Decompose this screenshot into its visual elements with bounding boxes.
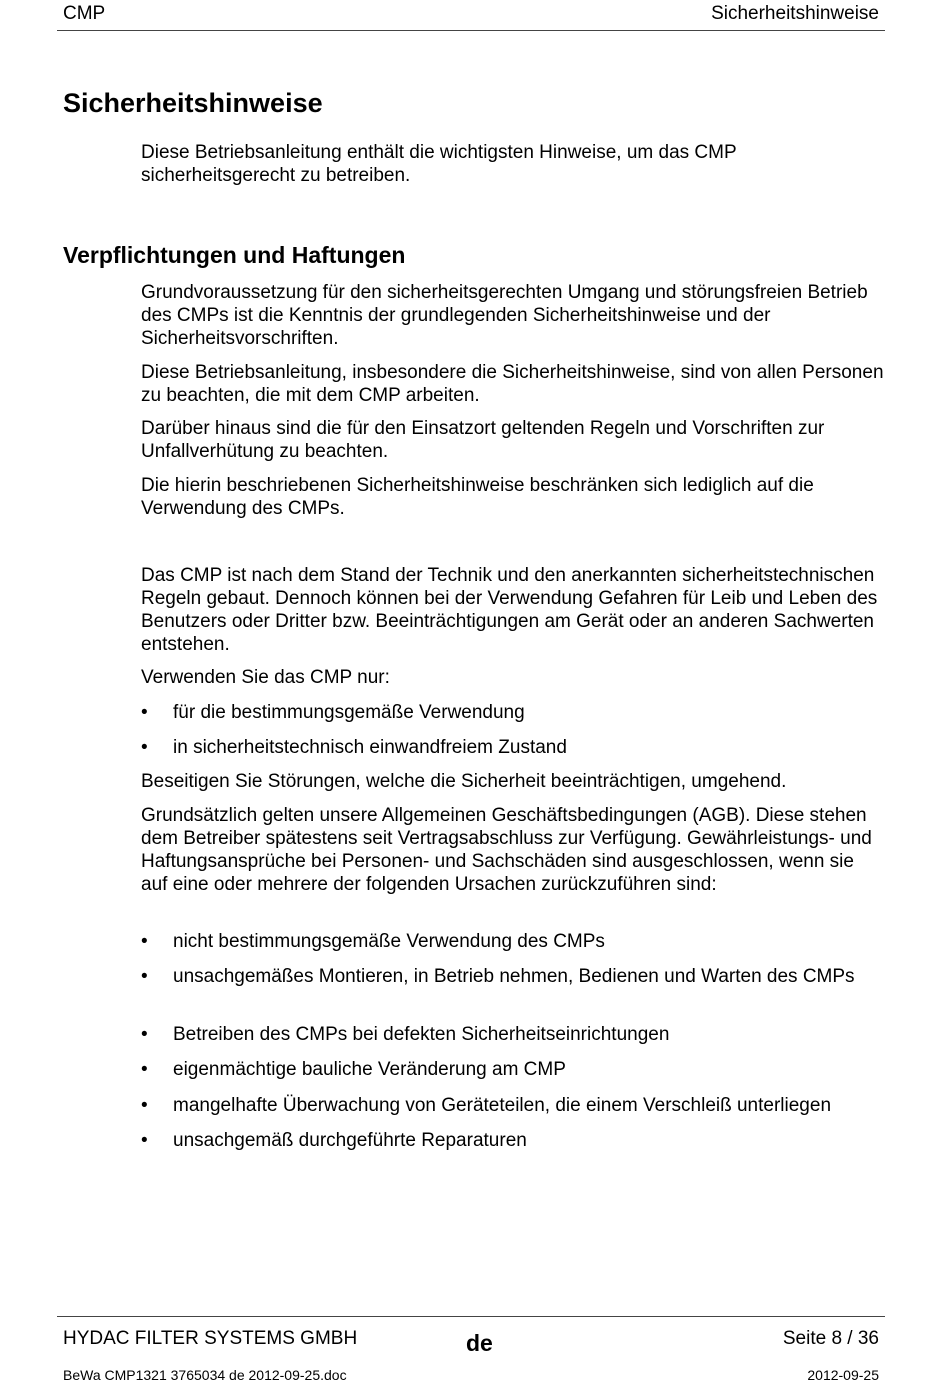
list-item [141, 965, 885, 988]
footer-date: 2012-09-25 [807, 1367, 879, 1383]
list-item [141, 1094, 885, 1117]
list-item [141, 701, 885, 724]
footer-company: HYDAC FILTER SYSTEMS GMBH [63, 1328, 358, 1349]
paragraph-5: Das CMP ist nach dem Stand der Technik und den anerkannten sicherheitstechnischen Regeln gebaut. Dennoch können bei der Verwendung Gefahren für Leib und Leben des Benutzers oder Dritter bzw. Beeinträchtigungen am Gerät oder an anderen Sachwerten entstehen. [141, 565, 878, 655]
bullet-icon: • [141, 1024, 148, 1045]
bullet-icon: • [141, 1059, 148, 1080]
bullet-icon: • [141, 1130, 148, 1151]
paragraph-1: Grundvoraussetzung für den sicherheitsgerechten Umgang und störungsfreien Betrieb des CMPs ist die Kenntnis der grundlegenden Sicherheitshinweise und der Sicherheitsvorschriften. [141, 282, 868, 349]
paragraph-4: Die hierin beschriebenen Sicherheitshinweise beschränken sich lediglich auf die Verwendung des CMPs. [141, 475, 814, 519]
list-item-text: unsachgemäßes Montieren, in Betrieb nehmen, Bedienen und Warten des CMPs [173, 966, 855, 987]
paragraph-3: Darüber hinaus sind die für den Einsatzort geltenden Regeln und Vorschriften zur Unfallverhütung zu beachten. [141, 418, 825, 462]
bullet-icon: • [141, 931, 148, 952]
list-item-text: für die bestimmungsgemäße Verwendung [173, 702, 525, 723]
bullet-icon: • [141, 1095, 148, 1116]
list-item-text: in sicherheitstechnisch einwandfreiem Zustand [173, 737, 567, 758]
footer-page-number: Seite 8 / 36 [782, 1328, 879, 1349]
paragraph-6: Verwenden Sie das CMP nur: [141, 667, 390, 688]
paragraph-7: Beseitigen Sie Störungen, welche die Sicherheit beeinträchtigen, umgehend. [141, 771, 787, 792]
bullet-icon: • [141, 702, 148, 723]
list-item [141, 930, 885, 953]
list-item [141, 1023, 885, 1046]
header-product: CMP [63, 3, 106, 24]
list-item-text: nicht bestimmungsgemäße Verwendung des CMPs [173, 931, 605, 952]
list-item-text: Betreiben des CMPs bei defekten Sicherheitseinrichtungen [173, 1024, 670, 1045]
list-item-text: eigenmächtige bauliche Veränderung am CMP [173, 1059, 566, 1080]
footer-document-name: BeWa CMP1321 3765034 de 2012-09-25.doc [63, 1367, 347, 1383]
header-chapter: Sicherheitshinweise [711, 3, 879, 24]
list-item [141, 736, 885, 759]
bullet-icon: • [141, 966, 148, 987]
bullet-icon: • [141, 737, 148, 758]
paragraph-8: Grundsätzlich gelten unsere Allgemeinen Geschäftsbedingungen (AGB). Diese stehen dem Betreiber spätestens seit Vertragsabschluss zur Verfügung. Gewährleistungs- und Haftungsansprüche bei Personen- und Sachschäden sind ausgeschlossen, wenn sie auf eine oder mehrere der folgenden Ursachen zurückzuführen sind: [141, 805, 872, 895]
page-title: Sicherheitshinweise [63, 88, 323, 118]
paragraph-2: Diese Betriebsanleitung, insbesondere die Sicherheitshinweise, sind von allen Personen zu beachten, die mit dem CMP arbeiten. [141, 362, 884, 406]
list-item-text: mangelhafte Überwachung von Geräteteilen, die einem Verschleiß unterliegen [173, 1095, 832, 1116]
list-item [141, 1129, 885, 1152]
intro-paragraph: Diese Betriebsanleitung enthält die wichtigsten Hinweise, um das CMP sicherheitsgerecht zu betreiben. [141, 142, 737, 186]
footer-divider [57, 1316, 885, 1317]
list-item-text: unsachgemäß durchgeführte Reparaturen [173, 1130, 527, 1151]
section-heading: Verpflichtungen und Haftungen [63, 242, 406, 268]
footer-language: de [466, 1330, 493, 1356]
list-item [141, 1058, 885, 1081]
header-divider [57, 30, 885, 31]
